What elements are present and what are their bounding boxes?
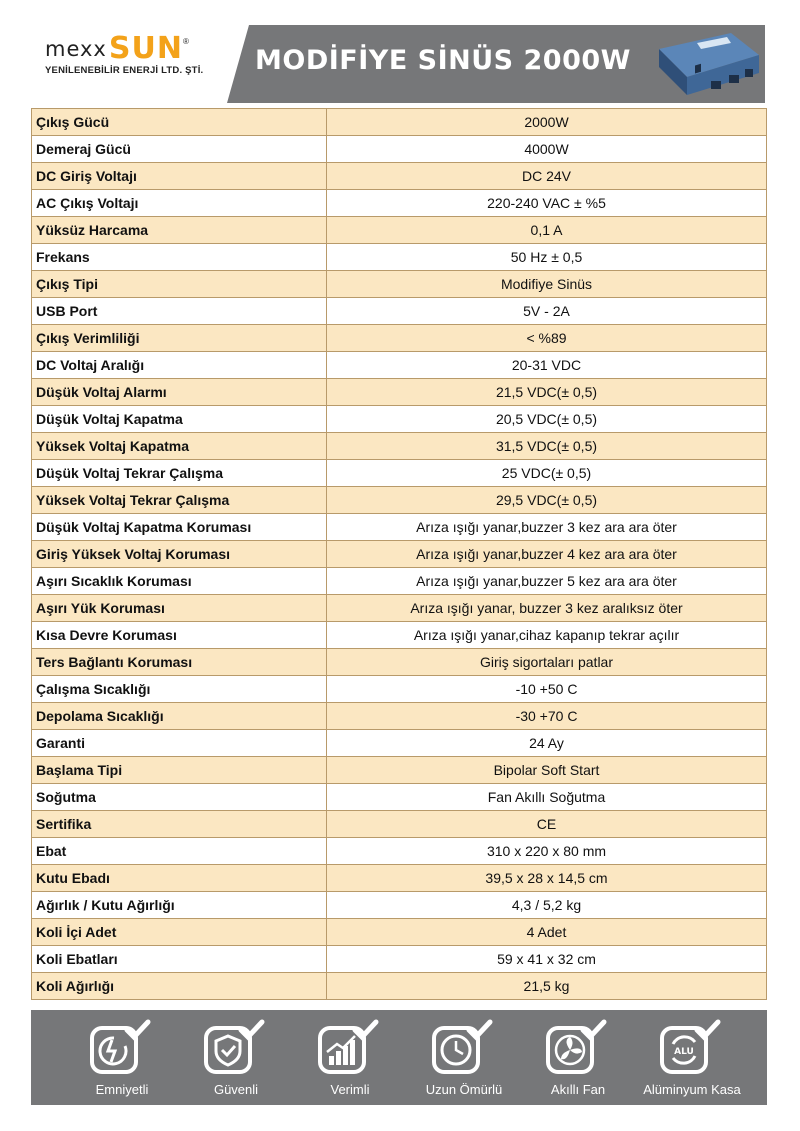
- spec-value: 20-31 VDC: [327, 352, 767, 379]
- spec-label: USB Port: [32, 298, 327, 325]
- feature-label: Akıllı Fan: [550, 1082, 606, 1097]
- spec-row: [32, 379, 767, 406]
- brand-name: [45, 31, 189, 66]
- spec-row: [32, 730, 767, 757]
- spec-row: [32, 325, 767, 352]
- spec-label: Koli Ağırlığı: [32, 973, 327, 1000]
- feature-long-life: [409, 1018, 519, 1102]
- spec-label: Başlama Tipi: [32, 757, 327, 784]
- spec-value: 2000W: [327, 109, 767, 136]
- spec-value: Arıza ışığı yanar,buzzer 4 kez ara ara öter: [327, 541, 767, 568]
- spec-row: [32, 460, 767, 487]
- spec-value: < %89: [327, 325, 767, 352]
- spec-value: Giriş sigortaları patlar: [327, 649, 767, 676]
- spec-value: Fan Akıllı Soğutma: [327, 784, 767, 811]
- shield-check-icon: [191, 1018, 281, 1078]
- feature-safe: [67, 1018, 177, 1102]
- features-footer: [31, 1010, 767, 1105]
- feature-aluminium-case: [637, 1018, 747, 1102]
- feature-label: Emniyetli: [95, 1082, 149, 1097]
- spec-value: 21,5 VDC(± 0,5): [327, 379, 767, 406]
- spec-row: [32, 919, 767, 946]
- spec-row: [32, 622, 767, 649]
- brand-sun: SUN: [108, 31, 183, 66]
- spec-row: [32, 298, 767, 325]
- spec-label: Çıkış Tipi: [32, 271, 327, 298]
- spec-row: [32, 217, 767, 244]
- spec-label: Soğutma: [32, 784, 327, 811]
- spec-label: Demeraj Gücü: [32, 136, 327, 163]
- spec-row: [32, 541, 767, 568]
- spec-row: [32, 811, 767, 838]
- aluminium-recycle-icon: [647, 1018, 737, 1078]
- spec-value: 20,5 VDC(± 0,5): [327, 406, 767, 433]
- clock-icon: [419, 1018, 509, 1078]
- feature-efficient: [295, 1018, 405, 1102]
- spec-row: [32, 406, 767, 433]
- spec-label: Yüksek Voltaj Tekrar Çalışma: [32, 487, 327, 514]
- spec-value: Arıza ışığı yanar,buzzer 5 kez ara ara öter: [327, 568, 767, 595]
- spec-value: 39,5 x 28 x 14,5 cm: [327, 865, 767, 892]
- spec-row: [32, 865, 767, 892]
- spec-value: CE: [327, 811, 767, 838]
- spec-label: DC Giriş Voltajı: [32, 163, 327, 190]
- spec-label: Düşük Voltaj Alarmı: [32, 379, 327, 406]
- spec-row: [32, 946, 767, 973]
- spec-value: 59 x 41 x 32 cm: [327, 946, 767, 973]
- spec-table: [31, 108, 767, 1000]
- spec-row: [32, 109, 767, 136]
- feature-label: Güvenli: [213, 1082, 259, 1097]
- spec-label: Yüksek Voltaj Kapatma: [32, 433, 327, 460]
- spec-value: 5V - 2A: [327, 298, 767, 325]
- spec-row: [32, 163, 767, 190]
- feature-smart-fan: [523, 1018, 633, 1102]
- spec-label: Ters Bağlantı Koruması: [32, 649, 327, 676]
- spec-row: [32, 649, 767, 676]
- spec-label: Düşük Voltaj Kapatma: [32, 406, 327, 433]
- spec-value: Arıza ışığı yanar, buzzer 3 kez aralıksız öter: [327, 595, 767, 622]
- spec-label: Kutu Ebadı: [32, 865, 327, 892]
- spec-label: Düşük Voltaj Tekrar Çalışma: [32, 460, 327, 487]
- brand-mexx: mexx: [45, 37, 107, 61]
- spec-row: [32, 703, 767, 730]
- spec-value: 0,1 A: [327, 217, 767, 244]
- spec-label: Kısa Devre Koruması: [32, 622, 327, 649]
- spec-label: Depolama Sıcaklığı: [32, 703, 327, 730]
- spec-value: Arıza ışığı yanar,buzzer 3 kez ara ara öter: [327, 514, 767, 541]
- feature-secure: [181, 1018, 291, 1102]
- spec-table-body: [32, 109, 767, 1000]
- spec-row: [32, 487, 767, 514]
- spec-label: Aşırı Yük Koruması: [32, 595, 327, 622]
- spec-label: Koli İçi Adet: [32, 919, 327, 946]
- spec-label: Sertifika: [32, 811, 327, 838]
- spec-label: AC Çıkış Voltajı: [32, 190, 327, 217]
- feature-label: Verimli: [330, 1082, 370, 1097]
- spec-value: 24 Ay: [327, 730, 767, 757]
- header-banner: [31, 25, 765, 103]
- spec-value: 21,5 kg: [327, 973, 767, 1000]
- page-title: MODİFİYE SİNÜS 2000W: [255, 45, 631, 76]
- power-protection-icon: [77, 1018, 167, 1078]
- spec-row: [32, 190, 767, 217]
- spec-value: -30 +70 C: [327, 703, 767, 730]
- spec-label: Yüksüz Harcama: [32, 217, 327, 244]
- spec-label: Çıkış Verimliliği: [32, 325, 327, 352]
- spec-value: Arıza ışığı yanar,cihaz kapanıp tekrar açılır: [327, 622, 767, 649]
- feature-label: Uzun Ömürlü: [425, 1082, 503, 1097]
- spec-row: [32, 757, 767, 784]
- spec-value: DC 24V: [327, 163, 767, 190]
- spec-label: Giriş Yüksek Voltaj Koruması: [32, 541, 327, 568]
- spec-row: [32, 838, 767, 865]
- company-logo: [45, 33, 235, 93]
- spec-value: 220-240 VAC ± %5: [327, 190, 767, 217]
- spec-value: 4000W: [327, 136, 767, 163]
- spec-label: Koli Ebatları: [32, 946, 327, 973]
- spec-value: -10 +50 C: [327, 676, 767, 703]
- spec-row: [32, 892, 767, 919]
- spec-row: [32, 514, 767, 541]
- spec-label: Ebat: [32, 838, 327, 865]
- registered-mark: ®: [182, 37, 189, 46]
- spec-value: 4 Adet: [327, 919, 767, 946]
- spec-row: [32, 676, 767, 703]
- spec-label: Çıkış Gücü: [32, 109, 327, 136]
- alu-badge-text: ALU: [674, 1047, 694, 1057]
- spec-value: 50 Hz ± 0,5: [327, 244, 767, 271]
- bar-chart-growth-icon: [305, 1018, 395, 1078]
- spec-label: Aşırı Sıcaklık Koruması: [32, 568, 327, 595]
- feature-label: Alüminyum Kasa: [643, 1082, 741, 1097]
- inverter-product-image: [651, 29, 763, 99]
- spec-value: Bipolar Soft Start: [327, 757, 767, 784]
- spec-label: DC Voltaj Aralığı: [32, 352, 327, 379]
- spec-value: 31,5 VDC(± 0,5): [327, 433, 767, 460]
- spec-row: [32, 973, 767, 1000]
- spec-row: [32, 271, 767, 298]
- spec-row: [32, 568, 767, 595]
- spec-value: Modifiye Sinüs: [327, 271, 767, 298]
- spec-value: 29,5 VDC(± 0,5): [327, 487, 767, 514]
- spec-label: Frekans: [32, 244, 327, 271]
- spec-label: Düşük Voltaj Kapatma Koruması: [32, 514, 327, 541]
- fan-icon: [533, 1018, 623, 1078]
- spec-row: [32, 244, 767, 271]
- spec-row: [32, 352, 767, 379]
- spec-label: Çalışma Sıcaklığı: [32, 676, 327, 703]
- spec-value: 310 x 220 x 80 mm: [327, 838, 767, 865]
- company-name: YENİLENEBİLİR ENERJİ LTD. ŞTİ.: [45, 65, 204, 76]
- spec-row: [32, 784, 767, 811]
- spec-row: [32, 136, 767, 163]
- spec-value: 4,3 / 5,2 kg: [327, 892, 767, 919]
- spec-label: Garanti: [32, 730, 327, 757]
- spec-row: [32, 595, 767, 622]
- spec-row: [32, 433, 767, 460]
- spec-value: 25 VDC(± 0,5): [327, 460, 767, 487]
- spec-label: Ağırlık / Kutu Ağırlığı: [32, 892, 327, 919]
